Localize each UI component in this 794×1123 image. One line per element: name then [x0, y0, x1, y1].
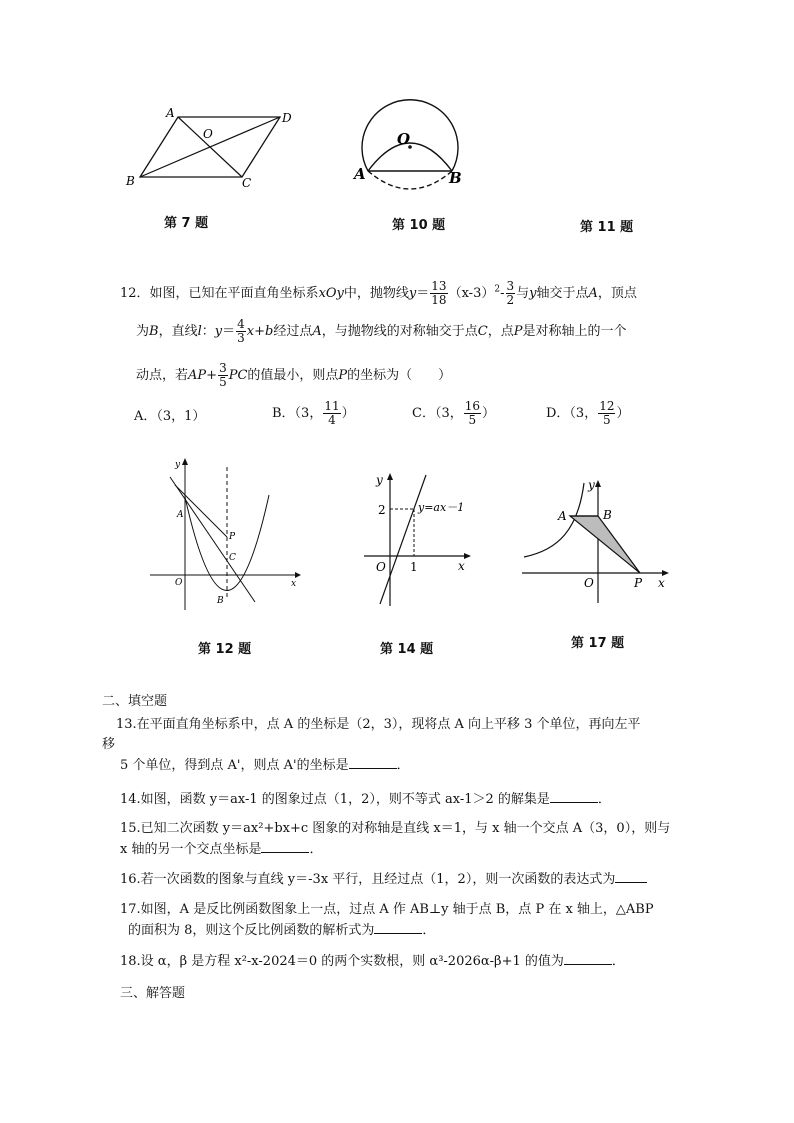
section-fill-blank-heading: 二、填空题 [102, 694, 168, 709]
x-axis-arrow [464, 553, 471, 559]
q18-answer-blank[interactable] [564, 952, 612, 965]
label-equation: y=ax－1 [418, 501, 465, 514]
label-a: A [177, 510, 184, 520]
label-1: 1 [410, 560, 418, 574]
caption-fig17: 第 17 题 [571, 636, 625, 651]
label-p: P [634, 576, 643, 590]
y-axis-arrow [387, 473, 393, 480]
label-b: B [217, 596, 224, 606]
caption-fig11: 第 11 题 [580, 220, 634, 235]
q16-answer-blank[interactable] [615, 870, 647, 883]
q16-line: 16.若一次函数的图象与直线 y＝-3x 平行，且经过点（1，2），则一次函数的表达式为 [120, 868, 647, 887]
label-b: B [449, 169, 462, 187]
q13-line1: 13.在平面直角坐标系中，点 A 的坐标是（2，3），现将点 A 向上平移 3 个单位，再向左平 [116, 717, 641, 732]
diagonal-bd [140, 117, 280, 177]
q17-answer-blank[interactable] [374, 921, 422, 934]
q13-line2: 移 [102, 737, 116, 752]
q17-line1: 17.如图，A 是反比例函数图象上一点，过点 A 作 AB⊥y 轴于点 B，点 P 在 x 轴上，△ABP [120, 902, 654, 917]
label-o: O [584, 576, 594, 590]
label-a: A [354, 165, 366, 183]
label-b: B [603, 508, 612, 522]
q12-line3: 动点，若AP+ $\frac{3}{5}$ PC的值最小，则点P的坐标为（ ） [136, 361, 452, 389]
caption-fig12: 第 12 题 [198, 642, 252, 657]
q12-option-d[interactable]: D．（3， $\frac{12}{5}$ ） [546, 399, 630, 427]
q12-line2: 为B，直线l：y＝ $\frac{4}{3}$ x+b经过点A，与抛物线的对称轴交于点C，点P是对称轴上的一个 [136, 317, 627, 345]
figure-14-line [360, 470, 475, 610]
triangle-abp [570, 516, 640, 573]
label-c: C [229, 553, 236, 563]
q15-line1: 15.已知二次函数 y＝ax²+bx+c 图象的对称轴是直线 x＝1，与 x 轴一个交点 A（3，0），则与 [120, 821, 671, 836]
circle-lower-dashed-arc [368, 171, 452, 189]
x-axis-arrow [295, 572, 301, 578]
line-l [170, 477, 255, 602]
caption-fig7: 第 7 题 [164, 216, 209, 231]
q12-option-c[interactable]: C．（3， $\frac{16}{5}$ ） [412, 399, 496, 427]
q13-line3: 5 个单位，得到点 A'，则点 A'的坐标是 ． [120, 758, 410, 773]
figure-10-circle [350, 95, 470, 205]
fraction-3-2: $\frac{3}{2}$ [506, 279, 515, 307]
label-p: P [229, 532, 236, 542]
figure-12-parabola [145, 455, 310, 610]
y-axis-arrow [595, 480, 601, 487]
q12-option-a[interactable]: A．（3，1） [134, 409, 206, 424]
label-o: O [175, 578, 183, 588]
figure-7-parallelogram [120, 105, 300, 190]
label-x: x [291, 579, 297, 589]
caption-fig10: 第 10 题 [392, 218, 446, 233]
graph-y-ax-1 [380, 475, 426, 604]
label-d: D [282, 111, 292, 125]
label-c: C [242, 176, 252, 190]
q14-answer-blank[interactable] [550, 790, 598, 803]
label-b: B [126, 174, 135, 188]
q12-line1: 12．如图，已知在平面直角坐标系xOy中，抛物线y＝ $\frac{13}{18}$ $(x-3)^2-$ $\frac{3}{2}$ 与y轴交于点A，顶点 [120, 279, 637, 307]
label-2: 2 [378, 503, 386, 517]
q14-line: 14.如图，函数 y＝ax-1 的图象过点（1，2），则不等式 ax-1＞2 的解集是 ． [120, 792, 611, 807]
q12-option-b[interactable]: B．（3， $\frac{11}{4}$ ） [272, 399, 355, 427]
label-a: A [166, 106, 175, 120]
fraction-4-3: $\frac{4}{3}$ [237, 317, 245, 345]
label-a: A [558, 509, 567, 523]
label-o: O [397, 130, 411, 148]
q15-line2: x 轴的另一个交点坐标是 ． [120, 842, 323, 857]
fraction-3-5: $\frac{3}{5}$ [219, 361, 227, 389]
label-y: y [376, 473, 383, 487]
caption-fig14: 第 14 题 [380, 642, 434, 657]
q13-answer-blank[interactable] [349, 756, 397, 769]
section-answer-heading: 三、解答题 [120, 986, 186, 1001]
figure-17-hyperbola [518, 475, 673, 605]
label-y: y [175, 460, 181, 470]
label-o: O [203, 127, 213, 141]
fraction-13-18: $\frac{13}{18}$ [431, 279, 447, 307]
q15-answer-blank[interactable] [261, 840, 309, 853]
label-x: x [658, 576, 665, 590]
label-x: x [458, 559, 465, 573]
q17-line2: 的面积为 8，则这个反比例函数的解析式为 ． [128, 923, 436, 938]
label-o: O [376, 560, 386, 574]
y-axis-arrow [182, 458, 188, 465]
label-y: y [588, 478, 595, 492]
q18-line: 18.设 α，β 是方程 x²-x-2024＝0 的两个实数根，则 α³-2026α-β+1 的值为 ． [120, 954, 625, 969]
